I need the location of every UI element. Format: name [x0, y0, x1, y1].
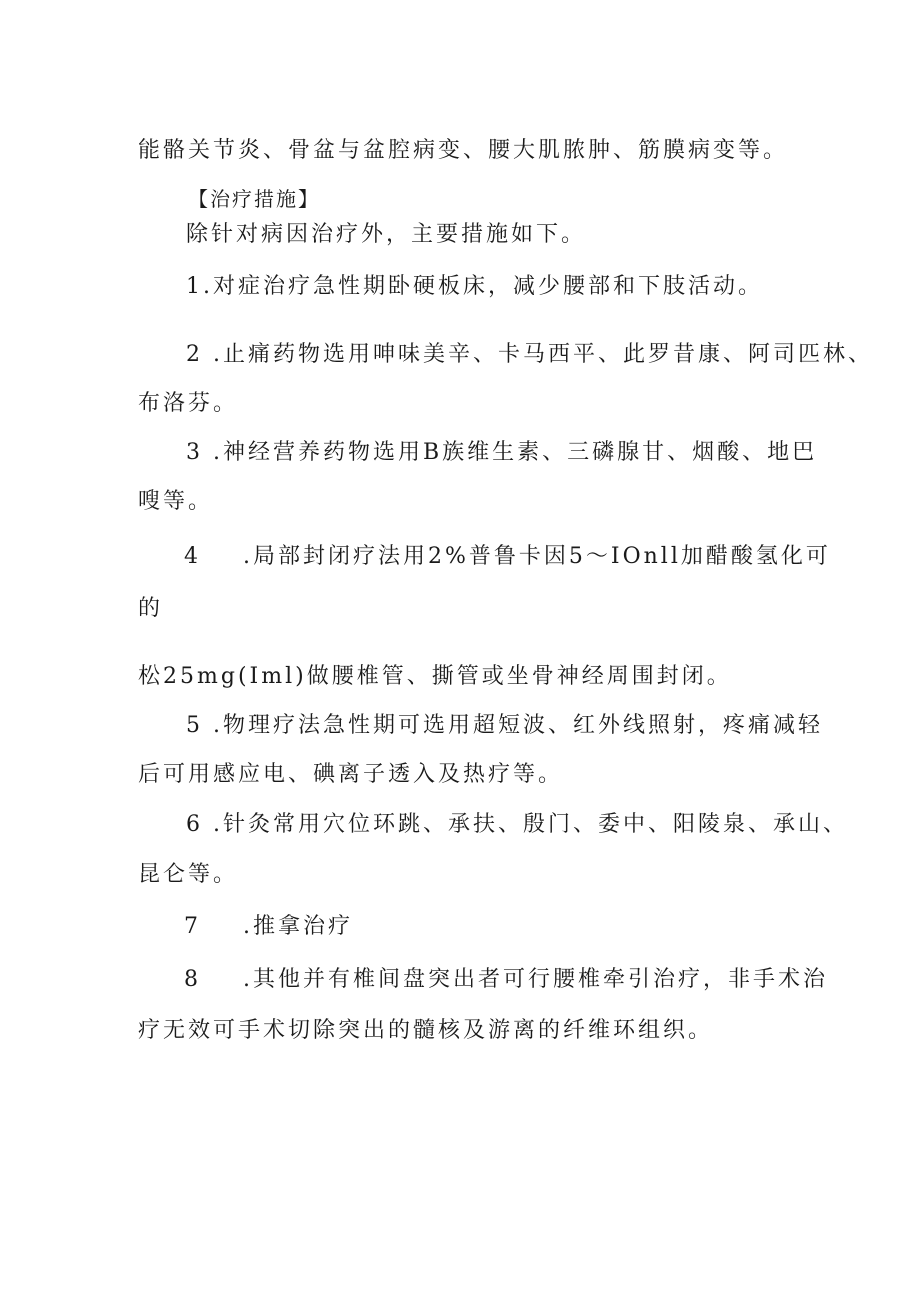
text-line-1: 能骼关节炎、骨盆与盆腔病变、腰大肌脓肿、筋膜病变等。	[138, 138, 789, 163]
item-8: .其他并有椎间盘突出者可行腰椎牵引治疗，非手术治	[243, 967, 828, 992]
item-2: 2 .止痛药物选用呻味美辛、卡马西平、此罗昔康、阿司匹林、	[186, 342, 873, 367]
item-4: .局部封闭疗法用2%普鲁卡因5～IOnll加醋酸氢化可	[243, 544, 831, 569]
item-8-continuation: 疗无效可手术切除突出的髓核及游离的纤维环组织。	[138, 1018, 714, 1043]
item-5-continuation: 后可用感应电、碘离子透入及热疗等。	[138, 762, 564, 787]
item-7: .推拿治疗	[243, 914, 353, 939]
item-4-continuation-b: 松25mg(Iml)做腰椎管、撕管或坐骨神经周围封闭。	[138, 664, 732, 689]
item-7-number: 7	[184, 914, 201, 939]
item-1: 1.对症治疗急性期卧硬板床，减少腰部和下肢活动。	[186, 274, 763, 299]
text-line-2: 除针对病因治疗外，主要措施如下。	[186, 222, 587, 247]
item-4-continuation-a: 的	[138, 596, 164, 621]
item-3-continuation: 嗖等。	[138, 489, 214, 514]
item-6: 6 .针灸常用穴位环跳、承扶、殷门、委中、阳陵泉、承山、	[186, 812, 848, 837]
section-heading: 【治疗措施】	[188, 187, 320, 211]
item-2-continuation: 布洛芬。	[138, 391, 239, 416]
item-5: 5 .物理疗法急性期可选用超短波、红外线照射，疼痛减轻	[186, 713, 823, 738]
item-3: 3 .神经营养药物选用B族维生素、三磷腺甘、烟酸、地巴	[186, 440, 818, 465]
item-6-continuation: 昆仑等。	[138, 862, 239, 887]
item-4-number: 4	[184, 544, 201, 569]
item-8-number: 8	[184, 967, 201, 992]
